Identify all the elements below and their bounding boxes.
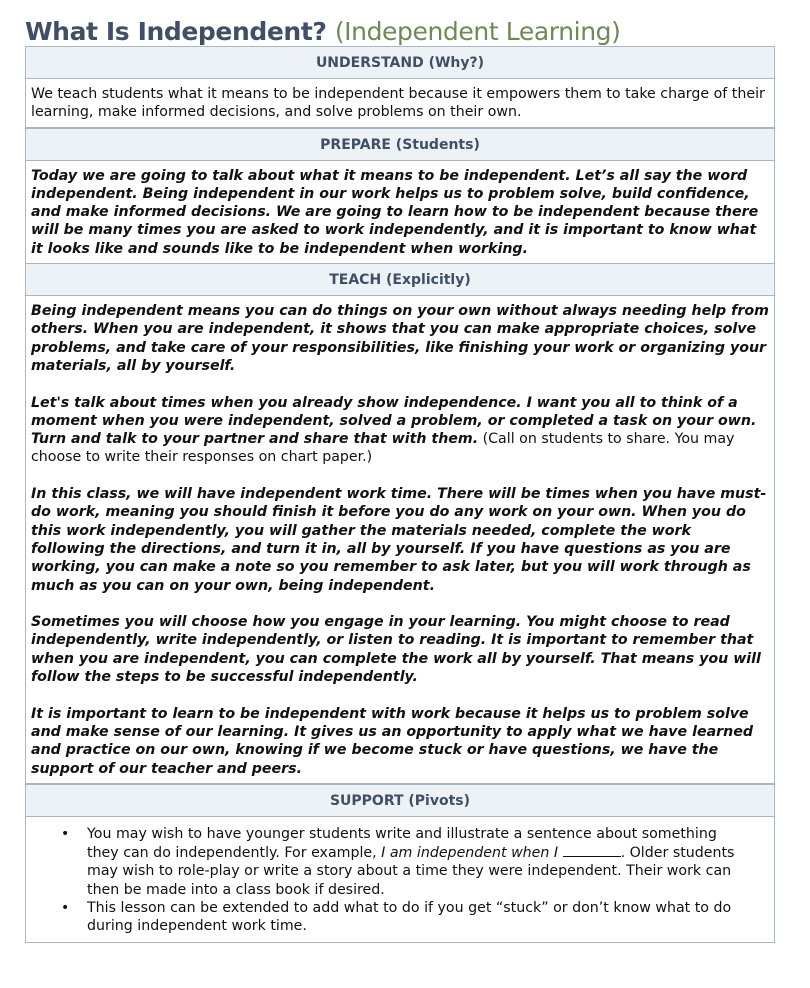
- understand-section: [26, 47, 774, 128]
- teach-paragraph-5: It is important to learn to be independent with work because it helps us to problem solve and make sense of our learning. It gives us an opportunity to apply what we have learned and practice on our own, knowing if we become stuck or have questions, we have the support of our teacher and peers.: [31, 705, 754, 777]
- teach-section: [26, 264, 774, 784]
- lesson-table: [25, 46, 775, 943]
- title-subtitle: (Independent Learning): [334, 17, 621, 46]
- teach-paragraph-4: Sometimes you will choose how you engage in your learning. You might choose to read independently, write independently, or listen to reading. It is important to remember that when you are independent, you can complete the work all by yourself. That means you will follow the steps to be successful independently.: [31, 614, 761, 686]
- teach-paragraph-2-note: (Call on students to share. You may choose to write their responses on chart paper.): [31, 431, 735, 466]
- support-list: [31, 825, 769, 936]
- understand-text: We teach students what it means to be independent because it empowers them to take charge of their learning, make informed decisions, and solve problems on their own.: [31, 86, 765, 121]
- teach-paragraph-1: Being independent means you can do things on your own without always needing help from others. When you are independent, it shows that you can make appropriate choices, solve problems, and take care of your responsibilities, like finishing your work or organizing your materials, all by yourself.: [31, 303, 769, 374]
- support-item-1: [87, 825, 751, 899]
- prepare-body: [26, 161, 774, 263]
- support-item-2: • This lesson can be extended to add what to do if you get “stuck” or don’t know what to do during independent work time.: [87, 899, 751, 936]
- teach-paragraph-2: [31, 394, 769, 467]
- teach-paragraph-3: In this class, we will have independent work time. There will be times when you have must-do work, meaning you should finish it before you do any work on your own. When you do this work independently, you will gather the materials needed, complete the work following the directions, and turn it in, all by yourself. If you have questions as you are working, you can make a note so you remember to ask later, but you will work through as much as you can on your own, being independent.: [31, 486, 767, 594]
- teach-paragraph-2-script: Let's talk about times when you already show independence. I want you all to think of a moment when you were independent, solved a problem, or completed a task on your own. Turn and talk to your partner and share that with them.: [31, 394, 757, 448]
- fill-in-blank: [563, 843, 621, 857]
- support-section: [26, 784, 774, 942]
- teach-heading: TEACH (Explicitly): [26, 264, 774, 296]
- page-title: [25, 14, 620, 50]
- support-item-1-example: I am independent when I: [381, 845, 559, 862]
- prepare-section: [26, 128, 774, 264]
- understand-body: [26, 79, 774, 127]
- teach-body: [26, 296, 774, 783]
- support-item-1-text-b: . Older students may wish to role-play or write a story about a time they were independent. Their work can then be made into a class book if desired.: [87, 845, 735, 898]
- understand-heading: UNDERSTAND (Why?): [26, 47, 774, 79]
- support-heading: SUPPORT (Pivots): [26, 784, 774, 817]
- prepare-text: Today we are going to talk about what it means to be independent. Let’s all say the word independent. Being independent in our work helps us to problem solve, build confidence, and make informed decisions. We are going to learn how to be independent because there will be many times you are asked to work independently, and it is important to know what it looks like and sounds like to be independent when working.: [31, 167, 759, 257]
- title-main: What Is Independent?: [25, 17, 327, 46]
- support-body: [26, 817, 774, 942]
- support-item-1-text-a: You may wish to have younger students write and illustrate a sentence about something they can do independently. For example,: [87, 825, 717, 862]
- prepare-heading: PREPARE (Students): [26, 128, 774, 161]
